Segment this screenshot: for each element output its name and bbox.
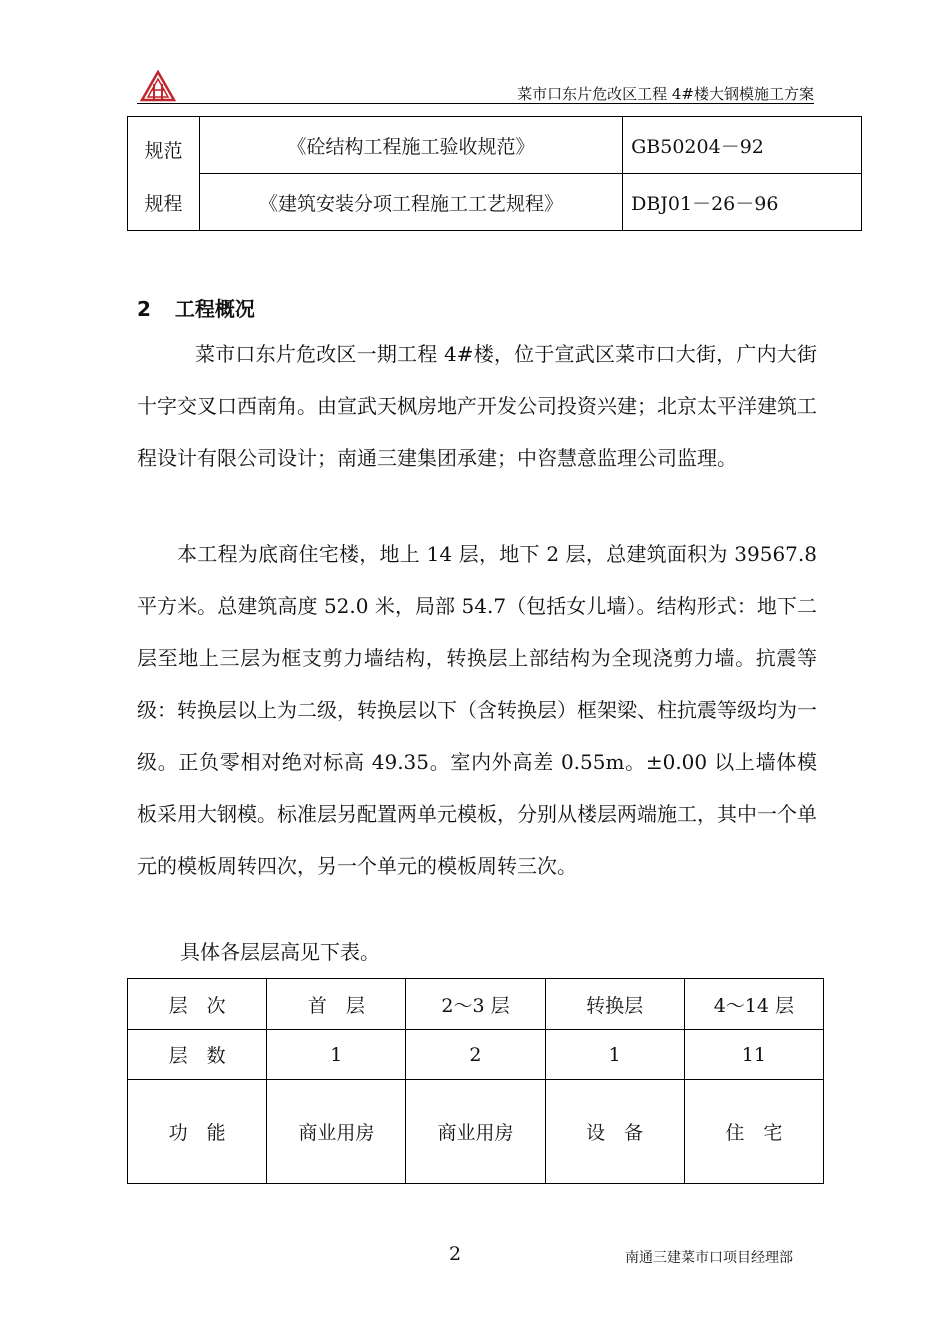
- table-row: [128, 1030, 824, 1080]
- table-cell: 2: [406, 1030, 545, 1080]
- table-cell: 首 层: [267, 979, 406, 1030]
- page-number: 2: [449, 1243, 462, 1265]
- footer-organization: 南通三建菜市口项目经理部: [625, 1250, 793, 1266]
- table-cell: 商业用房: [267, 1080, 406, 1184]
- category-cell: [128, 117, 200, 231]
- standard-code: GB50204－92: [623, 117, 862, 174]
- header-divider: [137, 103, 814, 104]
- table-cell: 住 宅: [684, 1080, 823, 1184]
- table-cell: 层 次: [128, 979, 267, 1030]
- table-row: [128, 1080, 824, 1184]
- section-heading: [137, 293, 255, 322]
- table-cell: 4～14 层: [684, 979, 823, 1030]
- table-cell: 功 能: [128, 1080, 267, 1184]
- standard-code: DBJ01－26－96: [623, 174, 862, 231]
- standard-name: 《砼结构工程施工验收规范》: [199, 117, 622, 174]
- floor-table: [127, 978, 824, 1184]
- section-number: 2: [137, 297, 151, 321]
- table-cell: 商业用房: [406, 1080, 545, 1184]
- table-cell: 层 数: [128, 1030, 267, 1080]
- paragraph-overview: 菜市口东片危改区一期工程 4#楼，位于宣武区菜市口大街，广内大街十字交叉口西南角。由宣武天枫房地产开发公司投资兴建；北京太平洋建筑工程设计有限公司设计；南通三建集团承建；中咨慧意监理公司监理。: [137, 342, 817, 470]
- category-label-bottom: 规程: [144, 193, 183, 215]
- table-row: [128, 174, 862, 231]
- standards-table: [127, 116, 862, 231]
- table-cell: 设 备: [545, 1080, 684, 1184]
- table-cell: 11: [684, 1030, 823, 1080]
- table-row: [128, 979, 824, 1030]
- paragraph-table-intro: 具体各层层高见下表。: [180, 940, 380, 964]
- paragraph-structure: 本工程为底商住宅楼，地上 14 层，地下 2 层，总建筑面积为 39567.8 平方米。总建筑高度 52.0 米，局部 54.7（包括女儿墙）。结构形式：地下二层至地上三层为框支剪力墙结构，转换层上部结构为全现浇剪力墙。抗震等级：转换层以上为二级，转换层以下（含转换层）框架梁、柱抗震等级均为一级。正负零相对绝对标高 49.35。室内外高差 0.55m。±0.00 以上墙体模板采用大钢模。标准层另配置两单元模板，分别从楼层两端施工，其中一个单元的模板周转四次，另一个单元的模板周转三次。: [137, 542, 817, 878]
- table-cell: 1: [267, 1030, 406, 1080]
- table-cell: 1: [545, 1030, 684, 1080]
- table-row: [128, 117, 862, 174]
- table-cell: 2～3 层: [406, 979, 545, 1030]
- standard-name: 《建筑安装分项工程施工工艺规程》: [199, 174, 622, 231]
- section-title: 工程概况: [174, 297, 255, 321]
- document-header-title: 菜市口东片危改区工程 4#楼大钢模施工方案: [517, 85, 814, 103]
- category-label-top: 规范: [144, 140, 183, 162]
- table-cell: 转换层: [545, 979, 684, 1030]
- company-logo-icon: [140, 70, 176, 102]
